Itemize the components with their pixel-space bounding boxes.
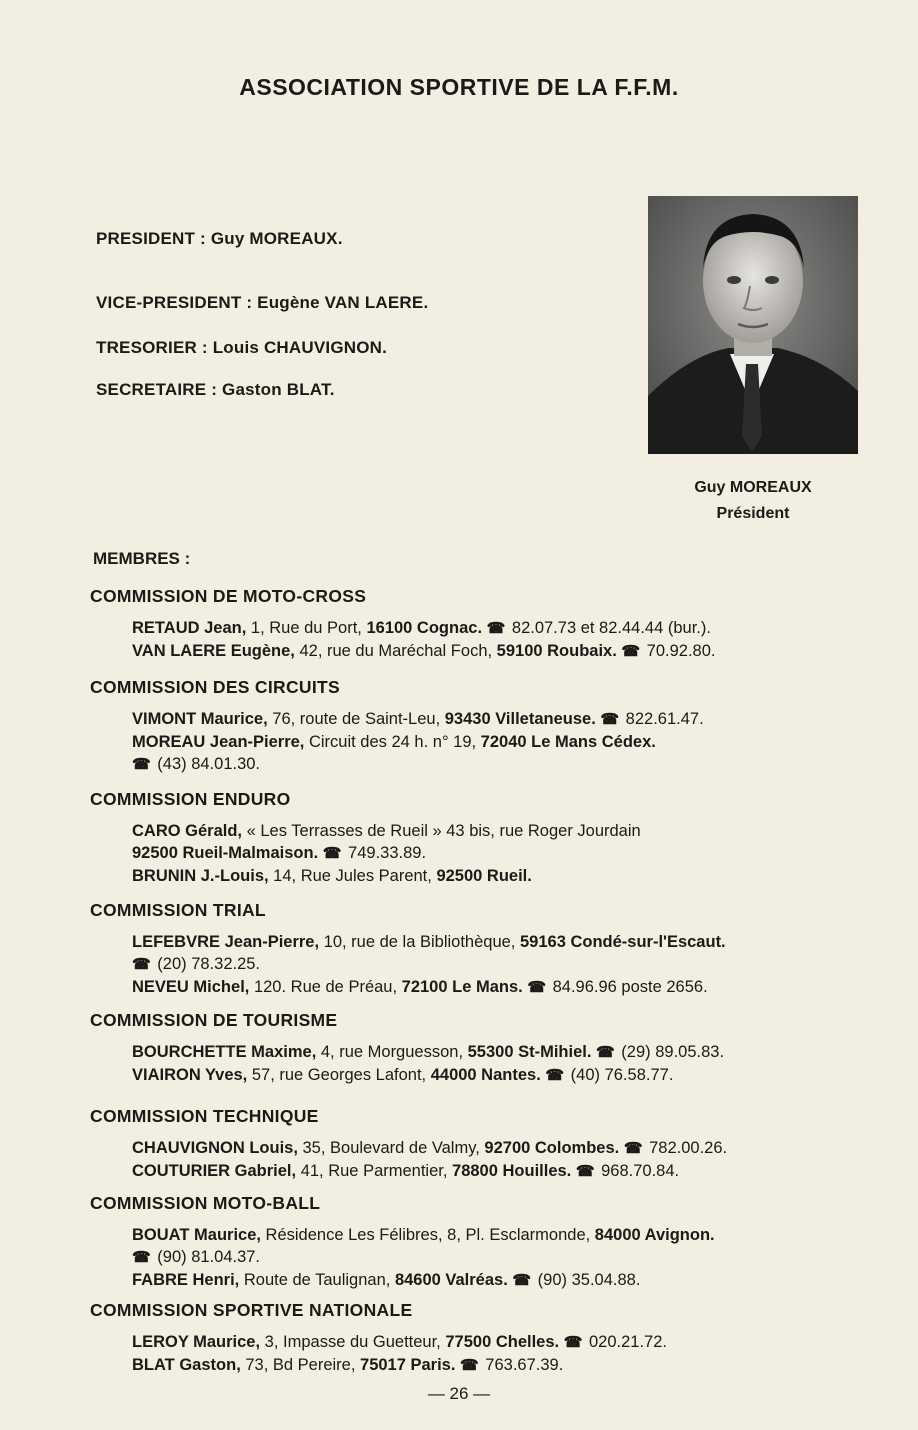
phone-icon: ☎ <box>600 711 620 728</box>
phone-icon: ☎ <box>322 845 342 862</box>
section-moto-cross <box>90 585 890 663</box>
member-entry: VIAIRON Yves, 57, rue Georges Lafont, 44000 Nantes. ☎ (40) 76.58.77. <box>132 1066 674 1084</box>
officer-role: SECRETAIRE <box>96 380 207 399</box>
officer-president: PRESIDENT : Guy MOREAUX. <box>96 229 343 248</box>
member-entry: LEROY Maurice, 3, Impasse du Guetteur, 77500 Chelles. ☎ 020.21.72. <box>132 1333 667 1351</box>
phone-icon: ☎ <box>512 1272 532 1289</box>
portrait-caption-role: Président <box>716 505 790 522</box>
page-title: ASSOCIATION SPORTIVE DE LA F.F.M. <box>239 74 679 100</box>
officer-name: Louis CHAUVIGNON. <box>212 338 388 357</box>
member-entry: BOURCHETTE Maxime, 4, rue Morguesson, 55300 St-Mihiel. ☎ (29) 89.05.83. <box>132 1043 725 1061</box>
phone-icon: ☎ <box>132 756 151 773</box>
phone-icon: ☎ <box>621 643 641 660</box>
member-entry: LEFEBVRE Jean-Pierre, 10, rue de la Bibliothèque, 59163 Condé-sur-l'Escaut. ☎ (20) 78.32.25. <box>132 933 726 973</box>
member-entry: BOUAT Maurice, Résidence Les Félibres, 8, Pl. Esclarmonde, 84000 Avignon. ☎ (90) 81.04.37. <box>132 1226 715 1266</box>
member-entry: MOREAU Jean-Pierre, Circuit des 24 h. n° 19, 72040 Le Mans Cédex. ☎ (43) 84.01.30. <box>132 733 656 773</box>
section-heading: COMMISSION TECHNIQUE <box>90 1106 319 1126</box>
officer-name: Gaston BLAT. <box>222 380 335 399</box>
officer-vice-president: VICE-PRESIDENT : Eugène VAN LAERE. <box>96 293 429 312</box>
portrait-caption-name: Guy MOREAUX <box>694 479 812 496</box>
phone-icon: ☎ <box>132 1249 151 1266</box>
section-circuits <box>90 676 890 776</box>
phone-icon: ☎ <box>563 1334 583 1351</box>
phone-icon: ☎ <box>486 620 506 637</box>
president-portrait <box>648 196 858 454</box>
section-heading: COMMISSION DES CIRCUITS <box>90 677 340 697</box>
member-entry: CARO Gérald, « Les Terrasses de Rueil » 43 bis, rue Roger Jourdain 92500 Rueil-Malmaison. ☎ 749.33.89. <box>132 822 641 862</box>
section-moto-ball <box>90 1192 890 1292</box>
section-technique <box>90 1105 890 1183</box>
page-number: — 26 — <box>427 1384 491 1403</box>
officer-name: Guy MOREAUX. <box>210 229 343 248</box>
section-trial <box>90 899 890 999</box>
member-entry: NEVEU Michel, 120. Rue de Préau, 72100 Le Mans. ☎ 84.96.96 poste 2656. <box>132 978 708 996</box>
section-heading: COMMISSION ENDURO <box>90 789 291 809</box>
phone-icon: ☎ <box>460 1357 479 1374</box>
member-entry: VIMONT Maurice, 76, route de Saint-Leu, 93430 Villetaneuse. ☎ 822.61.47. <box>132 710 704 728</box>
member-entry: CHAUVIGNON Louis, 35, Boulevard de Valmy, 92700 Colombes. ☎ 782.00.26. <box>132 1139 728 1157</box>
section-heading: COMMISSION MOTO-BALL <box>90 1193 321 1213</box>
section-enduro <box>90 788 890 887</box>
phone-icon: ☎ <box>623 1140 643 1157</box>
phone-icon: ☎ <box>545 1067 565 1084</box>
officer-role: TRESORIER <box>96 338 197 357</box>
phone-icon: ☎ <box>132 956 151 973</box>
section-tourisme <box>90 1009 890 1087</box>
officer-role: VICE-PRESIDENT <box>96 293 242 312</box>
section-heading: COMMISSION SPORTIVE NATIONALE <box>90 1300 413 1320</box>
member-entry: BRUNIN J.-Louis, 14, Rue Jules Parent, 92500 Rueil. <box>132 867 532 885</box>
members-label: MEMBRES : <box>93 549 191 568</box>
section-heading: COMMISSION TRIAL <box>90 900 266 920</box>
officer-secretary: SECRETAIRE : Gaston BLAT. <box>96 380 335 399</box>
officer-role: PRESIDENT <box>96 229 196 248</box>
phone-icon: ☎ <box>527 979 547 996</box>
section-heading: COMMISSION DE MOTO-CROSS <box>90 586 367 606</box>
member-entry: RETAUD Jean, 1, Rue du Port, 16100 Cognac. ☎ 82.07.73 et 82.44.44 (bur.). <box>132 619 711 637</box>
officer-name: Eugène VAN LAERE. <box>257 293 429 312</box>
phone-icon: ☎ <box>596 1044 615 1061</box>
member-entry: FABRE Henri, Route de Taulignan, 84600 Valréas. ☎ (90) 35.04.88. <box>132 1271 641 1289</box>
member-entry: COUTURIER Gabriel, 41, Rue Parmentier, 78800 Houilles. ☎ 968.70.84. <box>132 1162 680 1180</box>
section-sportive-nationale <box>90 1299 890 1377</box>
officer-treasurer: TRESORIER : Louis CHAUVIGNON. <box>96 338 388 357</box>
section-heading: COMMISSION DE TOURISME <box>90 1010 338 1030</box>
phone-icon: ☎ <box>575 1163 595 1180</box>
member-entry: VAN LAERE Eugène, 42, rue du Maréchal Foch, 59100 Roubaix. ☎ 70.92.80. <box>132 642 716 660</box>
member-entry: BLAT Gaston, 73, Bd Pereire, 75017 Paris. ☎ 763.67.39. <box>132 1356 564 1374</box>
